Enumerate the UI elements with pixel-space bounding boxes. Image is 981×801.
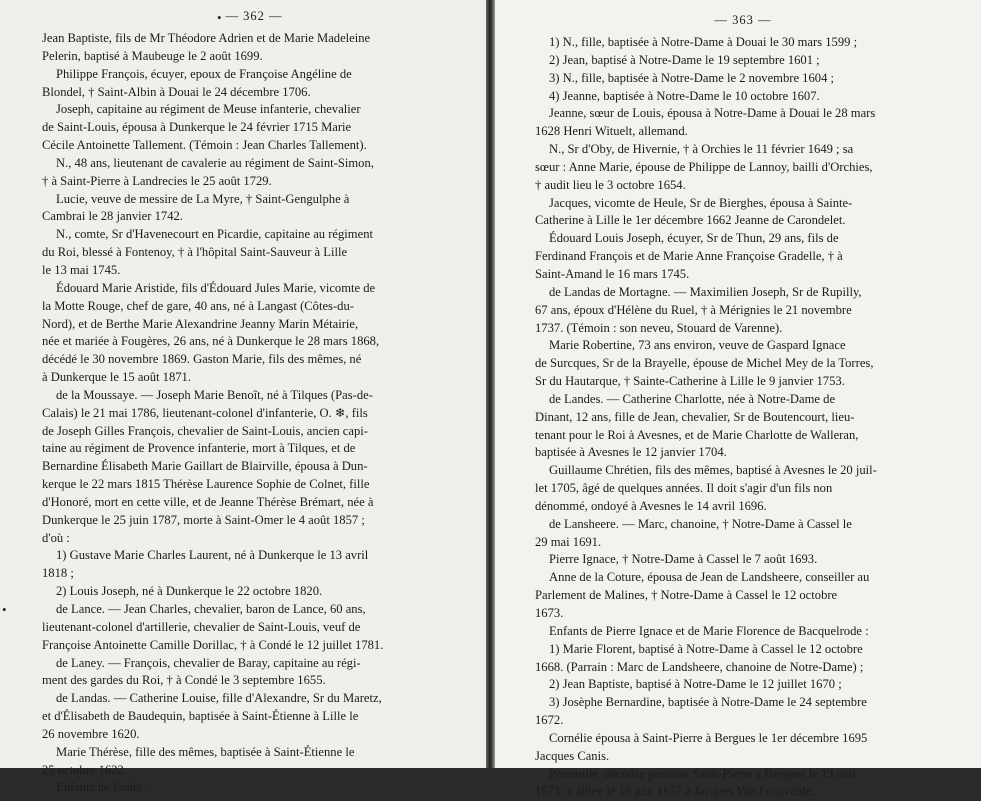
text-line: Catherine à Lille le 1er décembre 1662 Jeanne de Carondelet. bbox=[535, 213, 846, 228]
text-line: Édouard Marie Aristide, fils d'Édouard Jules Marie, vicomte de bbox=[56, 280, 376, 295]
text-line: d'où : bbox=[42, 530, 70, 545]
text-line: Dunkerque le 25 juin 1787, morte à Saint-Omer le 4 août 1857 ; bbox=[42, 512, 365, 527]
right-page bbox=[495, 0, 981, 799]
text-line: Cambrai le 28 janvier 1742. bbox=[42, 209, 183, 224]
text-line: Blondel, † Saint-Albin à Douai le 24 décembre 1706. bbox=[42, 84, 311, 99]
text-line: 25 octobre 1622. bbox=[42, 762, 127, 777]
text-line: Philippe François, écuyer, epoux de Françoise Angéline de bbox=[56, 66, 352, 81]
page-text bbox=[535, 34, 951, 801]
text-line: let 1705, âgé de quelques années. Il doit s'agir d'un fils non bbox=[535, 481, 833, 496]
text-line: de Saint-Louis, épousa à Dunkerque le 24 février 1715 Marie bbox=[42, 120, 352, 135]
text-line: baptisée à Avesnes le 12 janvier 1704. bbox=[535, 445, 727, 460]
text-line: Guillaume Chrétien, fils des mêmes, baptisé à Avesnes le 20 juil- bbox=[549, 463, 877, 478]
text-line: 1) Marie Florent, baptisé à Notre-Dame à Cassel le 12 octobre bbox=[549, 641, 863, 656]
text-line: Cécile Antoinette Tallement. (Témoin : Jean Charles Tallement). bbox=[42, 138, 367, 153]
text-line: Jacques, vicomte de Heule, Sr de Bierghes, épousa à Sainte- bbox=[549, 195, 853, 210]
page-text bbox=[42, 30, 466, 797]
text-line: née et mariée à Fougères, 26 ans, né à Dunkerque le 28 mars 1868, bbox=[42, 334, 380, 349]
text-line: lieutenant-colonel d'artillerie, chevalier de Saint-Louis, veuf de bbox=[42, 619, 361, 634]
text-line: Jacques Canis. bbox=[535, 748, 610, 763]
text-line: 2) Louis Joseph, né à Dunkerque le 22 octobre 1820. bbox=[56, 584, 323, 599]
text-line: N., Sr d'Oby, de Hivernie, † à Orchies le 11 février 1649 ; sa bbox=[549, 142, 854, 157]
speck-mark: • bbox=[2, 602, 7, 617]
text-line: Jeanne, sœur de Louis, épousa à Notre-Dame à Douai le 28 mars bbox=[549, 106, 876, 121]
book-gutter bbox=[486, 0, 495, 768]
text-line: 1672. bbox=[535, 713, 564, 728]
text-line: du Roi, blessé à Fontenoy, † à l'hôpital Saint-Sauveur à Lille bbox=[42, 245, 348, 260]
text-line: sœur : Anne Marie, épouse de Philippe de Lannoy, bailli d'Orchies, bbox=[535, 159, 873, 174]
text-line: de Surcques, Sr de la Brayelle, épouse de Michel Mey de la Torres, bbox=[535, 356, 874, 371]
page-number: — 363 — bbox=[714, 13, 772, 27]
text-line: de Lansheere. — Marc, chanoine, † Notre-Dame à Cassel le bbox=[549, 516, 852, 531]
text-line: 1) N., fille, baptisée à Notre-Dame à Douai le 30 mars 1599 ; bbox=[549, 35, 858, 49]
speck-mark: • bbox=[217, 10, 222, 25]
text-line: d'Honoré, mort en cette ville, et de Jeanne Thérèse Brémart, née à bbox=[42, 494, 374, 509]
text-line: 26 novembre 1620. bbox=[42, 726, 140, 741]
text-line: de Joseph Gilles François, chevalier de Saint-Louis, ancien capi- bbox=[42, 423, 368, 438]
text-line: Lucie, veuve de messire de La Myre, † Saint-Gengulphe à bbox=[56, 191, 350, 206]
text-line: Ferdinand François et de Marie Anne Françoise Gradelle, † à bbox=[535, 249, 843, 264]
text-line: Pelerin, baptisé à Maubeuge le 2 août 1699. bbox=[42, 48, 263, 63]
text-line: 4) Jeanne, baptisée à Notre-Dame le 10 octobre 1607. bbox=[549, 88, 820, 103]
text-line: 1673. bbox=[535, 606, 564, 620]
text-line: N., comte, Sr d'Havenecourt en Picardie, capitaine au régiment bbox=[56, 227, 373, 242]
text-line: ment des gardes du Roi, † à Condé le 3 septembre 1655. bbox=[42, 673, 326, 688]
text-line: tenant pour le Roi à Avesnes, et de Marie Charlotte de Walleran, bbox=[535, 427, 859, 442]
text-line: de Landes. — Catherine Charlotte, née à Notre-Dame de bbox=[549, 391, 836, 406]
text-line: à Dunkerque le 15 août 1871. bbox=[42, 370, 191, 385]
text-line: taine au régiment de Provence infanterie, mort à Tilques, et de bbox=[42, 441, 356, 456]
text-line: 1673, y alliée le 16 juin 1657 à Jacques Van Loosvelde. bbox=[535, 784, 815, 799]
text-line: de la Moussaye. — Joseph Marie Benoît, né à Tilques (Pas-de- bbox=[56, 387, 373, 402]
text-line: 3) Josèphe Bernardine, baptisée à Notre-Dame le 24 septembre bbox=[549, 695, 867, 710]
text-line: et d'Élisabeth de Baudequin, baptisée à Saint-Étienne à Lille le bbox=[42, 709, 359, 724]
text-line: Pétronille, décédée paroisse Saint-Pierre à Bergues le 13 mai bbox=[549, 766, 856, 781]
text-line: † à Saint-Pierre à Landrecies le 25 août 1729. bbox=[42, 173, 272, 188]
text-line: Saint-Amand le 16 mars 1745. bbox=[535, 266, 690, 281]
text-line: Sr du Hautarque, † Sainte-Catherine à Lille le 9 janvier 1753. bbox=[535, 374, 845, 389]
text-line: de Lance. — Jean Charles, chevalier, baron de Lance, 60 ans, bbox=[56, 602, 366, 616]
left-page bbox=[0, 0, 486, 795]
text-line: Dinant, 12 ans, fille de Jean, chevalier, Sr de Boutencourt, lieu- bbox=[535, 409, 855, 424]
text-line: Enfants de Louis : bbox=[56, 780, 148, 795]
text-line: Parlement de Malines, † Notre-Dame à Cassel le 12 octobre bbox=[535, 588, 838, 603]
text-line: décédé le 30 novembre 1869. Gaston Marie, fils des mêmes, né bbox=[42, 352, 362, 367]
text-line: Nord), et de Berthe Marie Alexandrine Jeanny Marin Métairie, bbox=[42, 316, 359, 331]
text-line: Édouard Louis Joseph, écuyer, Sr de Thun, 29 ans, fils de bbox=[549, 231, 839, 246]
text-line: kerque le 22 mars 1815 Thérèse Laurence Sophie de Colnet, fille bbox=[42, 477, 370, 492]
text-line: 1737. (Témoin : son neveu, Stouard de Varenne). bbox=[535, 320, 783, 335]
text-line: 1) Gustave Marie Charles Laurent, né à Dunkerque le 13 avril bbox=[56, 548, 369, 563]
text-line: 67 ans, époux d'Hélène du Ruel, † à Mérignies le 21 novembre bbox=[535, 302, 852, 317]
text-line: Jean Baptiste, fils de Mr Théodore Adrien et de Marie Madeleine bbox=[42, 31, 371, 45]
text-line: Marie Thérèse, fille des mêmes, baptisée à Saint-Étienne le bbox=[56, 744, 355, 759]
text-line: 1818 ; bbox=[42, 566, 74, 581]
text-line: Marie Robertine, 73 ans environ, veuve de Gaspard Ignace bbox=[549, 338, 846, 353]
text-line: 1628 Henri Wituelt, allemand. bbox=[535, 124, 688, 139]
text-line: N., 48 ans, lieutenant de cavalerie au régiment de Saint-Simon, bbox=[56, 155, 374, 170]
page-number: — 362 — bbox=[225, 9, 283, 23]
text-line: 3) N., fille, baptisée à Notre-Dame le 2 novembre 1604 ; bbox=[549, 70, 835, 85]
text-line: de Landas de Mortagne. — Maximilien Joseph, Sr de Rupilly, bbox=[549, 284, 862, 299]
text-line: 2) Jean Baptiste, baptisé à Notre-Dame le 12 juillet 1670 ; bbox=[549, 677, 842, 692]
text-line: Cornélie épousa à Saint-Pierre à Bergues le 1er décembre 1695 bbox=[549, 730, 868, 745]
text-line: 1668. (Parrain : Marc de Landsheere, chanoine de Notre-Dame) ; bbox=[535, 659, 864, 674]
text-line: Bernardine Élisabeth Marie Gaillart de Blairville, épousa à Dun- bbox=[42, 459, 368, 474]
text-line: 2) Jean, baptisé à Notre-Dame le 19 septembre 1601 ; bbox=[549, 52, 820, 67]
text-line: Enfants de Pierre Ignace et de Marie Florence de Bacquelrode : bbox=[549, 623, 869, 638]
text-line: Calais) le 21 mai 1786, lieutenant-colonel d'infanterie, O. ❄, fils bbox=[42, 405, 368, 420]
text-line: 29 mai 1691. bbox=[535, 534, 602, 549]
text-line: Pierre Ignace, † Notre-Dame à Cassel le 7 août 1693. bbox=[549, 552, 818, 567]
text-line: Joseph, capitaine au régiment de Meuse infanterie, chevalier bbox=[56, 102, 361, 117]
text-line: † audit lieu le 3 octobre 1654. bbox=[535, 177, 686, 192]
text-line: la Motte Rouge, chef de gare, 40 ans, né à Langast (Côtes-du- bbox=[42, 298, 354, 313]
text-line: Françoise Antoinette Camille Dorillac, † à Condé le 12 juillet 1781. bbox=[42, 637, 384, 652]
text-line: dénommé, ondoyé à Avesnes le 14 avril 1696. bbox=[535, 498, 767, 513]
text-line: de Landas. — Catherine Louise, fille d'Alexandre, Sr du Maretz, bbox=[56, 691, 382, 706]
text-line: de Laney. — François, chevalier de Baray, capitaine au régi- bbox=[56, 655, 361, 670]
text-line: Anne de la Coture, épousa de Jean de Landsheere, conseiller au bbox=[549, 570, 870, 585]
text-line: le 13 mai 1745. bbox=[42, 262, 121, 277]
